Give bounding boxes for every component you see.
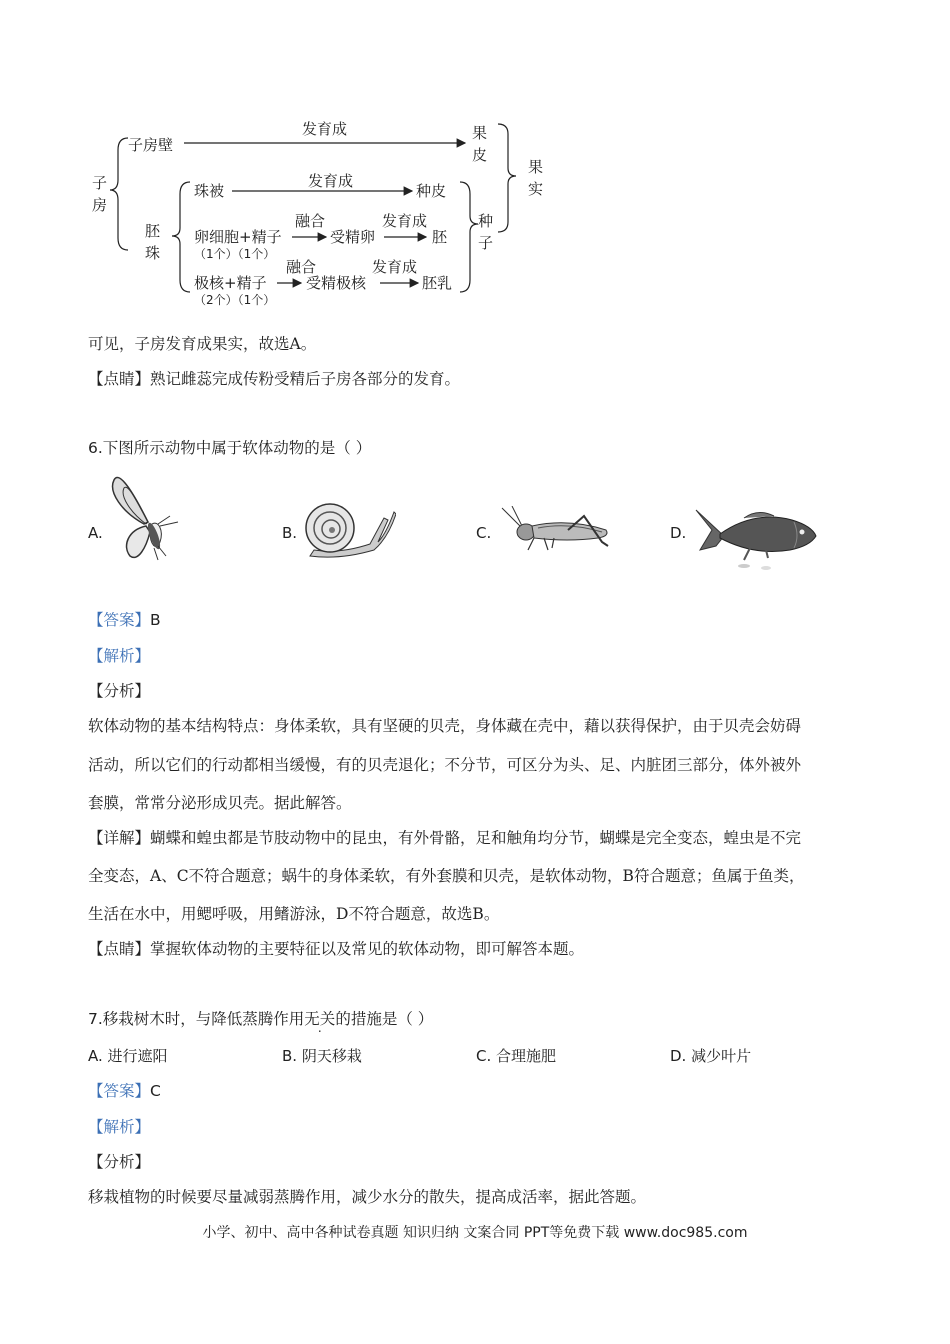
q6-option-b-letter: B. [282,524,298,542]
ovary-brace [110,138,128,250]
q6-analysis-label: 【解析】 [88,647,151,665]
q5-conclusion: 可见，子房发育成果实，故选A。 [88,335,317,353]
q7-option-a: A. 进行遮阳 [88,1047,168,1065]
fruit-label-2: 实 [528,180,544,198]
q6-detail-text-1: 蝴蝶和蝗虫都是节肢动物中的昆虫，有外骨骼，足和触角均分节，蝴蝶是完全变态，蝗虫是不完 [150,829,802,847]
q6-option-c-letter: C. [476,524,492,542]
butterfly-icon [108,472,198,564]
fruit-brace [498,124,516,232]
q7-question [88,1009,433,1029]
q6-tip [88,939,584,959]
seed-coat-label: 种皮 [416,182,447,200]
seed-label-1: 种 [478,212,494,230]
q6-detail-line-3: 生活在水中，用鳃呼吸，用鳍游泳，D不符合题意，故选B。 [88,905,500,923]
q7-option-c: C. 合理施肥 [476,1047,557,1065]
q6-option-d-letter: D. [670,524,687,542]
q6-question: 6.下图所示动物中属于软体动物的是（ ） [88,439,372,457]
q6-detail-line-1 [88,828,801,848]
develops-label-2: 发育成 [308,172,354,190]
q6-answer [88,610,161,630]
q7-option-d: D. 减少叶片 [670,1047,752,1065]
ovule-brace [172,182,190,292]
embryo-label: 胚 [432,228,448,246]
ovule-label-2: 珠 [145,244,161,262]
q6-fenxi-label: 【分析】 [88,682,151,700]
q7-question-post: 的措施是（ ） [335,1010,434,1028]
ovule-label-1: 胚 [145,222,161,240]
develops-label-1: 发育成 [302,120,348,138]
fertilized-polar-label: 受精极核 [306,274,367,292]
q7-analysis-label: 【解析】 [88,1118,151,1136]
develops-label-3: 发育成 [382,212,428,230]
develops-label-4: 发育成 [372,258,418,276]
count-one-one: （1个）（1个） [194,247,276,261]
fruit-label-1: 果 [528,158,544,176]
fuse-label-1: 融合 [295,212,326,230]
ovary-label-1: 子 [92,174,108,192]
integument-label: 珠被 [194,182,225,200]
q6-detail-label: 【详解】 [88,829,151,847]
q6-answer-label: 【答案】 [88,611,151,629]
seed-brace [460,182,478,292]
ovary-wall-label: 子房壁 [128,136,174,154]
q7-option-b: B. 阴天移栽 [282,1047,362,1065]
q7-answer-value: C [150,1082,161,1100]
page-footer: 小学、初中、高中各种试卷真题 知识归纳 文案合同 PPT等免费下载 www.doc985.com [202,1225,748,1241]
grasshopper-icon [498,506,616,554]
q5-tip [88,369,460,389]
q7-answer-label: 【答案】 [88,1082,151,1100]
q7-question-emph: 无关 [304,1010,336,1028]
endosperm-label: 胚乳 [422,274,453,292]
count-two-one: （2个）（1个） [194,293,276,307]
pericarp-label-2: 皮 [472,146,488,164]
egg-sperm-label: 卵细胞+精子 [194,228,282,246]
fish-icon [694,506,820,572]
snail-icon [300,498,396,560]
pericarp-label-1: 果 [472,124,488,142]
q6-option-a-letter: A. [88,524,103,542]
ovary-development-diagram [80,110,560,310]
polar-sperm-label: 极核+精子 [194,274,267,292]
q5-tip-label: 【点睛】 [88,370,151,388]
q7-question-pre: 7.移栽树木时，与降低蒸腾作用 [88,1010,305,1028]
q7-answer [88,1081,161,1101]
q6-detail-line-2: 全变态，A、C不符合题意；蜗牛的身体柔软，有外套膜和贝壳，是软体动物，B符合题意；鱼属于鱼类， [88,867,805,885]
zygote-label: 受精卵 [330,228,376,246]
ovary-label-2: 房 [92,196,108,214]
q6-answer-value: B [150,611,161,629]
q7-fenxi-line-1: 移栽植物的时候要尽量减弱蒸腾作用，减少水分的散失，提高成活率，据此答题。 [88,1188,647,1206]
q6-fenxi-line-3: 套膜，常常分泌形成贝壳。据此解答。 [88,794,352,812]
q6-tip-text: 掌握软体动物的主要特征以及常见的软体动物，即可解答本题。 [150,940,585,958]
q6-fenxi-line-2: 活动，所以它们的行动都相当缓慢，有的贝壳退化；不分节，可区分为头、足、内脏团三部分，体外被外 [88,756,802,774]
q6-fenxi-line-1: 软体动物的基本结构特点：身体柔软，具有坚硬的贝壳，身体藏在壳中，藉以获得保护，由于贝壳会妨碍 [88,717,802,735]
seed-label-2: 子 [478,234,494,252]
q5-tip-text: 熟记雌蕊完成传粉受精后子房各部分的发育。 [150,370,461,388]
q6-tip-label: 【点睛】 [88,940,151,958]
q7-fenxi-label: 【分析】 [88,1153,151,1171]
fuse-label-2: 融合 [286,258,317,276]
